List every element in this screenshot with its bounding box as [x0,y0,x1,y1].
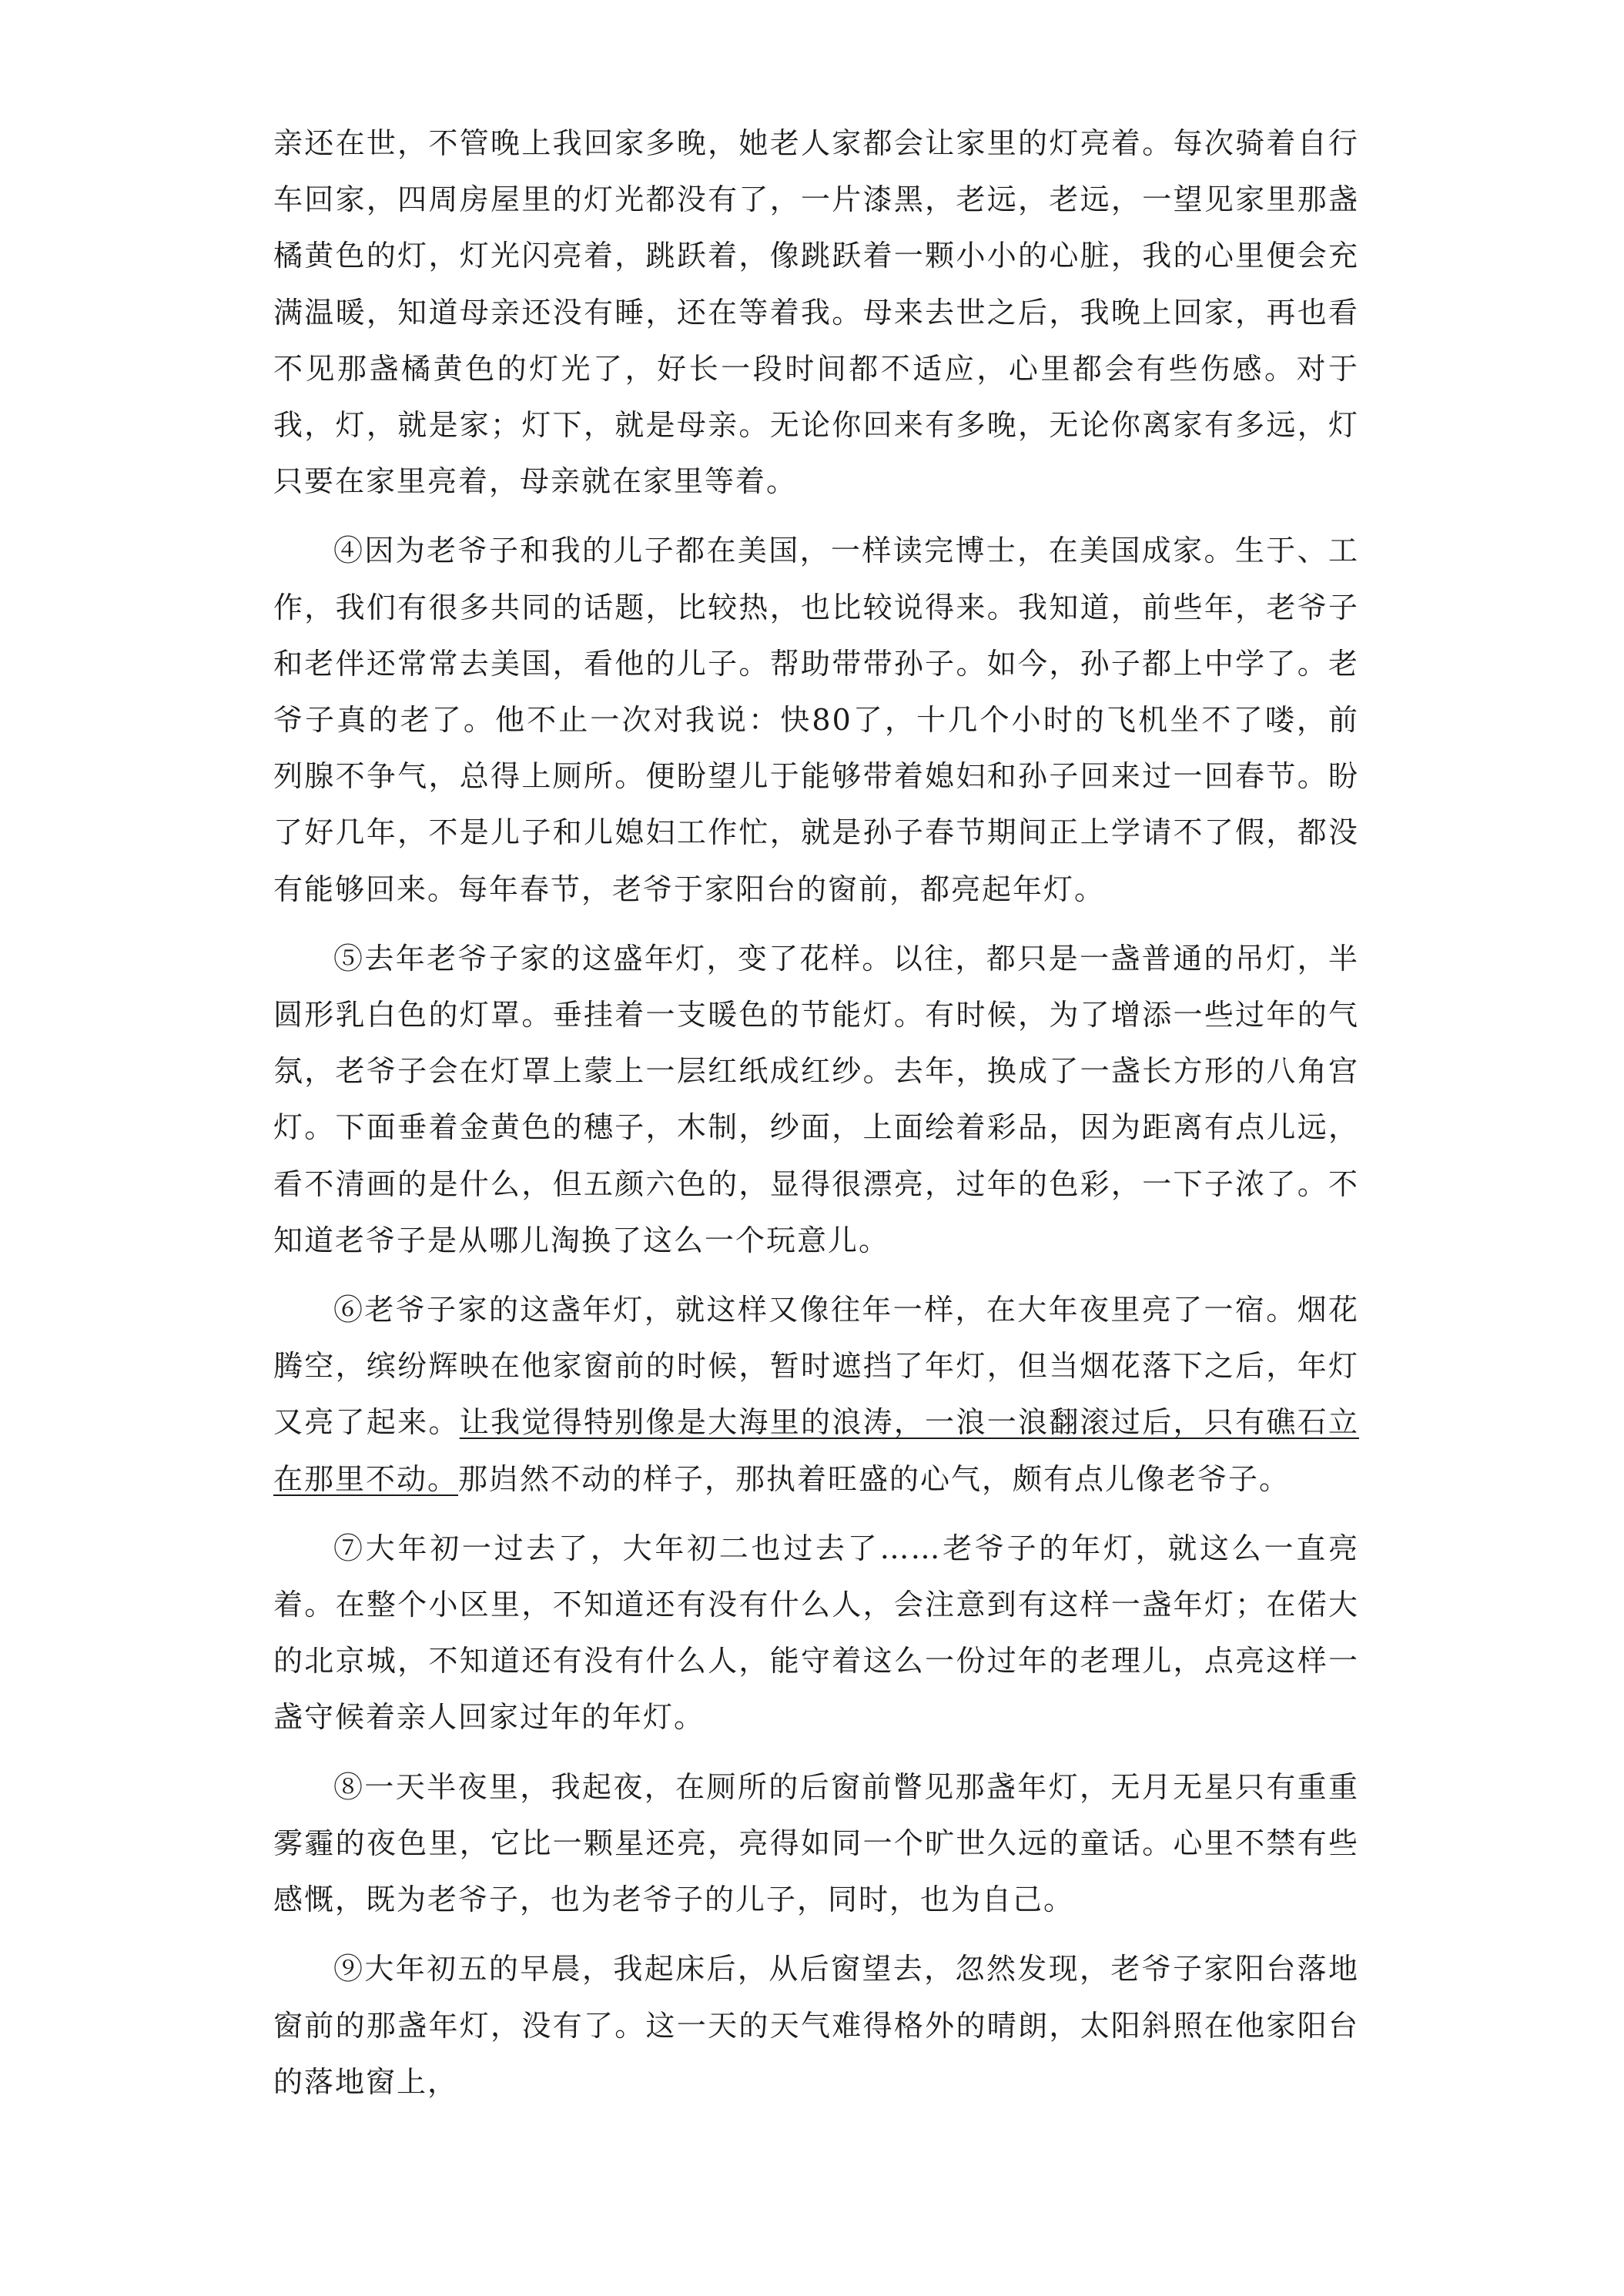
paragraph-9: ⑨大年初五的早晨，我起床后，从后窗望去，忽然发现，老爷子家阳台落地窗前的那盏年灯，没有了。这一天的天气难得格外的晴朗，太阳斜照在他家阳台的落地窗上， [273,1952,1359,2099]
document-page [273,115,1359,2124]
paragraph-7: ⑦大年初一过去了，大年初二也过去了……老爷子的年灯，就这么一直亮着。在整个小区里，不知道还有没有什么人，会注意到有这样一盏年灯；在偌大的北京城，不知道还有没有什么人，能守着这么一份过年的老理儿，点亮这样一盏守候着亲人回家过年的年灯。 [273,1531,1359,1735]
paragraph-4: ④因为老爷子和我的儿子都在美国，一样读完博士，在美国成家。生于、工作，我们有很多共同的话题，比较热，也比较说得来。我知道，前些年，老爷子和老伴还常常去美国，看他的儿子。帮助带带孙子。如今，孙子都上中学了。老爷子真的老了。他不止一次对我说：快80了，十几个小时的飞机坐不了喽，前列腺不争气，总得上厕所。便盼望儿于能够带着媳妇和孙子回来过一回春节。盼了好几年，不是儿子和儿媳妇工作忙，就是孙子春节期间正上学请不了假，都没有能够回来。每年春节，老爷于家阳台的窗前，都亮起年灯。 [273,534,1359,906]
paragraph-6 [273,1282,1359,1508]
paragraph-3-continued: 亲还在世，不管晚上我回家多晚，她老人家都会让家里的灯亮着。每次骑着自行车回家，四周房屋里的灯光都没有了，一片漆黑，老远，老远，一望见家里那盏橘黄色的灯，灯光闪亮着，跳跃着，像跳跃着一颗小小的心脏，我的心里便会充满温暖，知道母亲还没有睡，还在等着我。母来去世之后，我晚上回家，再也看不见那盏橘黄色的灯光了，好长一段时间都不适应，心里都会有些伤感。对于我，灯，就是家；灯下，就是母亲。无论你回来有多晚，无论你离家有多远，灯只要在家里亮着，母亲就在家里等着。 [273,126,1359,499]
paragraph-6-text-before: ⑥老爷子家的这盏年灯，就这样又像往年一样，在大年夜里亮了一宿。烟花腾空，缤纷辉映在他家窗前的时候，暂时遮挡了年灯，但当烟花落下之后，年灯又亮了起来。 [273,1293,1359,1440]
paragraph-8: ⑧一天半夜里，我起夜，在厕所的后窗前瞥见那盏年灯，无月无星只有重重雾霾的夜色里，它比一颗星还亮，亮得如同一个旷世久远的童话。心里不禁有些感慨，既为老爷子，也为老爷子的儿子，同时，也为自己。 [273,1769,1359,1917]
paragraph-6-underlined-sentence: 让我觉得特别像是大海里的浪涛，一浪一浪翻滚过后，只有礁石立在那里不动。 [273,1405,1359,1496]
paragraph-6-text-after: 那岿然不动的样子，那执着旺盛的心气，颇有点儿像老爷子。 [458,1461,1291,1496]
paragraph-5: ⑤去年老爷子家的这盛年灯，变了花样。以往，都只是一盏普通的吊灯，半圆形乳白色的灯罩。垂挂着一支暖色的节能灯。有时候，为了增添一些过年的气氛，老爷子会在灯罩上蒙上一层红纸成红纱。去年，换成了一盏长方形的八角宫灯。下面垂着金黄色的穗子，木制，纱面，上面绘着彩品，因为距离有点儿远，看不清画的是什么，但五颜六色的，显得很漂亮，过年的色彩，一下子浓了。不知道老爷子是从哪儿淘换了这么一个玩意儿。 [273,941,1359,1257]
